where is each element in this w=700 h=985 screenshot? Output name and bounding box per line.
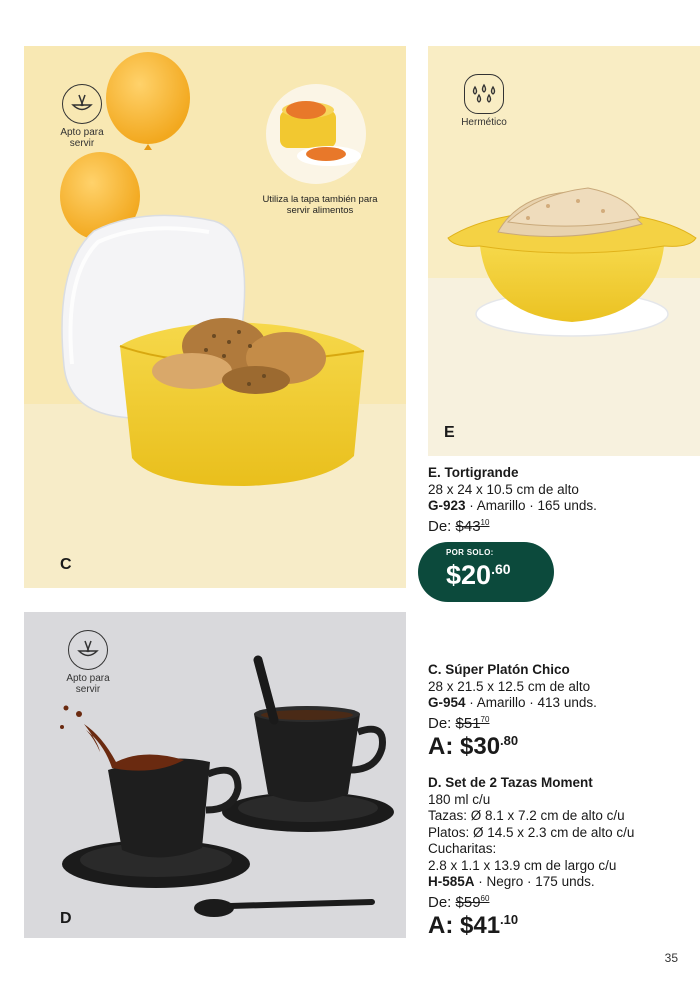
product-spec: 180 ml c/u xyxy=(428,791,491,807)
product-title: E. Tortigrande xyxy=(428,465,519,480)
was-prefix: De: xyxy=(428,893,456,911)
serve-icon xyxy=(62,84,102,124)
promo-price-pill xyxy=(418,542,554,602)
product-spec: 2.8 x 1.1 x 13.9 cm de largo c/u xyxy=(428,857,617,873)
product-code: H-585A xyxy=(428,874,475,889)
product-title: C. Súper Platón Chico xyxy=(428,662,570,677)
product-dimensions: 28 x 24 x 10.5 cm de alto xyxy=(428,481,579,497)
was-prefix: De: xyxy=(428,714,456,732)
serve-icon xyxy=(68,630,108,670)
serve-badge xyxy=(58,630,118,695)
page-number: 35 xyxy=(664,951,678,965)
serve-badge xyxy=(54,84,110,149)
product-info-c xyxy=(428,662,688,762)
product-info-d xyxy=(428,775,690,941)
sale-price: A: $\$30^{.80}$ xyxy=(428,733,519,760)
product-spec: Tazas: Ø 8.1 x 7.2 cm de alto c/u xyxy=(428,808,625,823)
product-code: G-923 xyxy=(428,498,466,513)
product-details: · Amarillo · 413 unds. xyxy=(465,695,597,710)
product-code: G-954 xyxy=(428,695,466,710)
was-prefix: De: xyxy=(428,517,456,535)
was-price: $\$43^{10}$ xyxy=(455,517,490,535)
product-spec: Cucharitas: xyxy=(428,841,497,856)
panel-letter: E xyxy=(444,424,455,441)
product-spec: Platos: Ø 14.5 x 2.3 cm de alto c/u xyxy=(428,824,635,840)
product-image-d xyxy=(24,612,406,938)
balloon-shape xyxy=(106,52,190,144)
was-price: $\$51^{70}$ xyxy=(455,714,490,732)
badge-label: Hermético xyxy=(461,117,507,128)
product-image-e xyxy=(428,46,700,456)
panel-letter: C xyxy=(60,556,72,573)
water-drops-icon xyxy=(464,74,504,114)
product-dimensions: 28 x 21.5 x 12.5 cm de alto xyxy=(428,678,591,694)
sale-price: A: $\$41^{.10}$ xyxy=(428,912,519,939)
product-image-c xyxy=(24,46,406,588)
panel-letter: D xyxy=(60,910,72,927)
product-details: · Negro · 175 unds. xyxy=(474,874,595,889)
badge-label: Apto para servir xyxy=(66,673,110,695)
product-details: · Amarillo · 165 unds. xyxy=(465,498,597,513)
badge-label: Apto para servir xyxy=(60,127,104,149)
was-price: $\$59^{60}$ xyxy=(455,893,490,911)
product-info-e xyxy=(428,465,688,535)
lid-caption: Utiliza la tapa también para servir alimentos xyxy=(262,194,378,216)
promo-price: $\$20^{.60}$ xyxy=(446,560,511,590)
promo-label: POR SOLO: xyxy=(446,548,494,557)
product-title: D. Set de 2 Tazas Moment xyxy=(428,775,593,790)
airtight-badge xyxy=(454,74,514,128)
